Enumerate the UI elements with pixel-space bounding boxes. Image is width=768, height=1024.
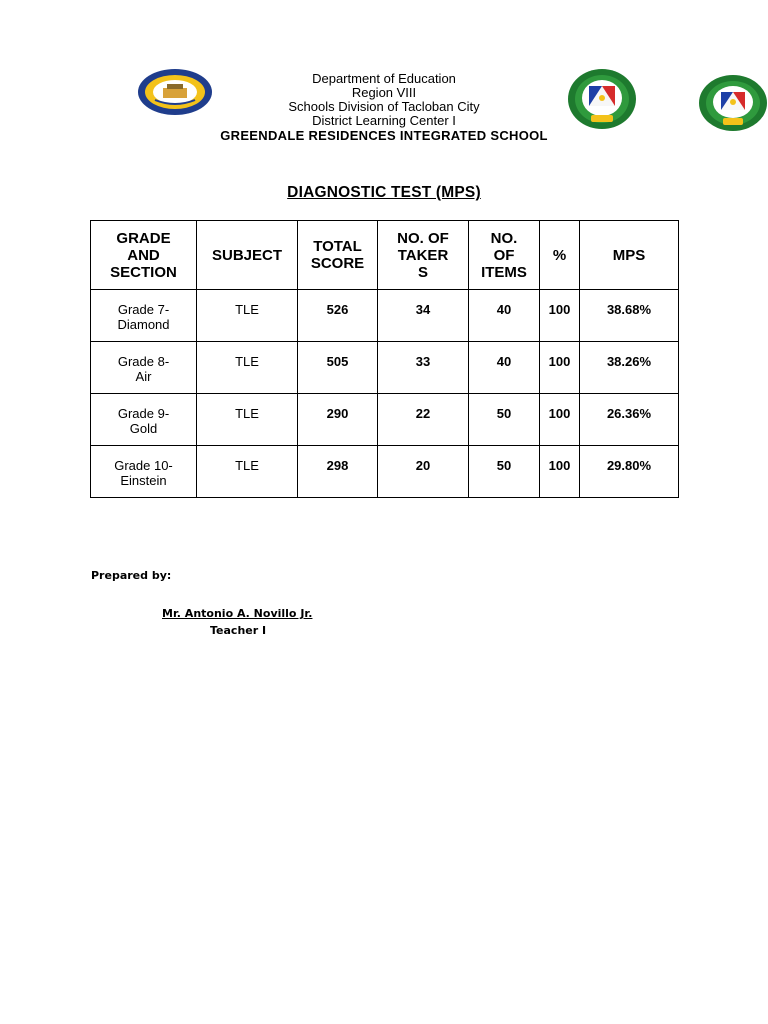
cell-items: 50 (469, 446, 540, 498)
cell-total-score: 526 (298, 290, 378, 342)
cell-subject: TLE (197, 394, 298, 446)
header-district: District Learning Center I (312, 113, 456, 128)
header-total-score: TOTAL SCORE (298, 221, 378, 290)
header-region: Region VIII (351, 85, 417, 100)
header-percent: % (540, 221, 580, 290)
header-division: Schools Division of Tacloban City (288, 99, 480, 114)
cell-subject: TLE (197, 446, 298, 498)
header-subject: SUBJECT (197, 221, 298, 290)
cell-percent: 100 (540, 290, 580, 342)
header-mps: MPS (580, 221, 679, 290)
cell-takers: 34 (378, 290, 469, 342)
table-row (91, 342, 679, 394)
cell-grade-section: Grade 8- Air (91, 342, 197, 394)
document-title: DIAGNOSTIC TEST (MPS) (287, 184, 481, 201)
cell-total-score: 298 (298, 446, 378, 498)
cell-mps: 38.68% (580, 290, 679, 342)
signer-position: Teacher I (210, 624, 267, 637)
cell-subject: TLE (197, 342, 298, 394)
cell-percent: 100 (540, 394, 580, 446)
signer-name: Mr. Antonio A. Novillo Jr. (162, 607, 313, 620)
mps-table (90, 220, 679, 498)
table-row (91, 394, 679, 446)
cell-takers: 22 (378, 394, 469, 446)
cell-grade-section: Grade 10- Einstein (91, 446, 197, 498)
cell-total-score: 505 (298, 342, 378, 394)
cell-mps: 26.36% (580, 394, 679, 446)
cell-grade-section: Grade 9- Gold (91, 394, 197, 446)
cell-total-score: 290 (298, 394, 378, 446)
cell-takers: 33 (378, 342, 469, 394)
cell-items: 50 (469, 394, 540, 446)
cell-mps: 29.80% (580, 446, 679, 498)
cell-grade-section: Grade 7- Diamond (91, 290, 197, 342)
header-school-name: GREENDALE RESIDENCES INTEGRATED SCHOOL (220, 128, 548, 143)
cell-mps: 38.26% (580, 342, 679, 394)
cell-takers: 20 (378, 446, 469, 498)
cell-items: 40 (469, 290, 540, 342)
cell-subject: TLE (197, 290, 298, 342)
header-department: Department of Education (312, 71, 456, 86)
table-header-row (91, 221, 679, 290)
cell-percent: 100 (540, 446, 580, 498)
cell-items: 40 (469, 342, 540, 394)
table-row (91, 446, 679, 498)
prepared-by-label: Prepared by: (91, 569, 172, 582)
header-no-of-takers: NO. OF TAKER S (378, 221, 469, 290)
header-grade-section: GRADE AND SECTION (91, 221, 197, 290)
document-header (0, 72, 768, 143)
header-no-of-items: NO. OF ITEMS (469, 221, 540, 290)
table-row (91, 290, 679, 342)
cell-percent: 100 (540, 342, 580, 394)
